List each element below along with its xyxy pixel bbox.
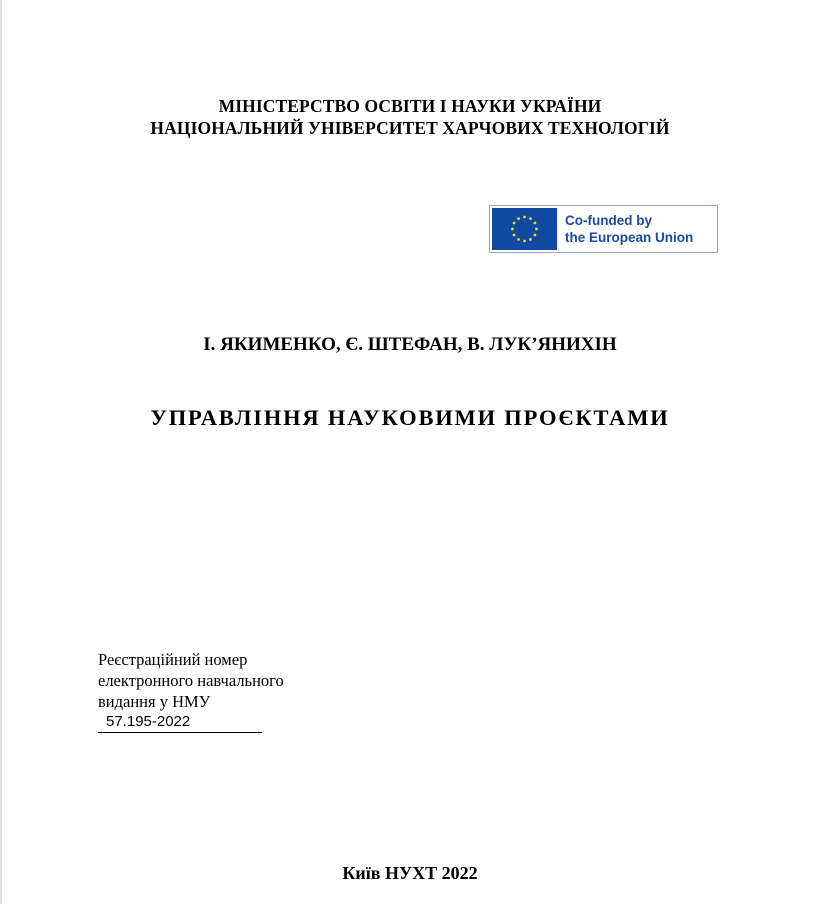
footer-city-year: Київ НУХТ 2022 (342, 863, 478, 883)
registration-line2: електронного навчального (98, 671, 284, 690)
university-heading: НАЦІОНАЛЬНИЙ УНІВЕРСИТЕТ ХАРЧОВИХ ТЕХНОЛОГІЙ (150, 118, 670, 138)
ministry-heading: МІНІСТЕРСТВО ОСВІТИ І НАУКИ УКРАЇНИ (218, 96, 602, 116)
registration-line3: видання у НМУ (98, 692, 211, 711)
registration-number: 57.195-2022 (106, 713, 191, 730)
eu-badge-text (565, 212, 693, 246)
registration-number-field (98, 713, 262, 733)
registration-label (98, 649, 284, 712)
eu-flag-icon (492, 208, 557, 250)
document-title: УПРАВЛІННЯ НАУКОВИМИ ПРОЄКТАМИ (150, 405, 670, 430)
eu-badge-line2: the European Union (565, 230, 694, 245)
authors: І. ЯКИМЕНКО, Є. ШТЕФАН, В. ЛУК’ЯНИХІН (203, 334, 617, 355)
eu-cofunded-badge (489, 205, 718, 253)
eu-badge-line1: Co-funded by (565, 213, 652, 228)
registration-line1: Реєстраційний номер (98, 650, 248, 669)
